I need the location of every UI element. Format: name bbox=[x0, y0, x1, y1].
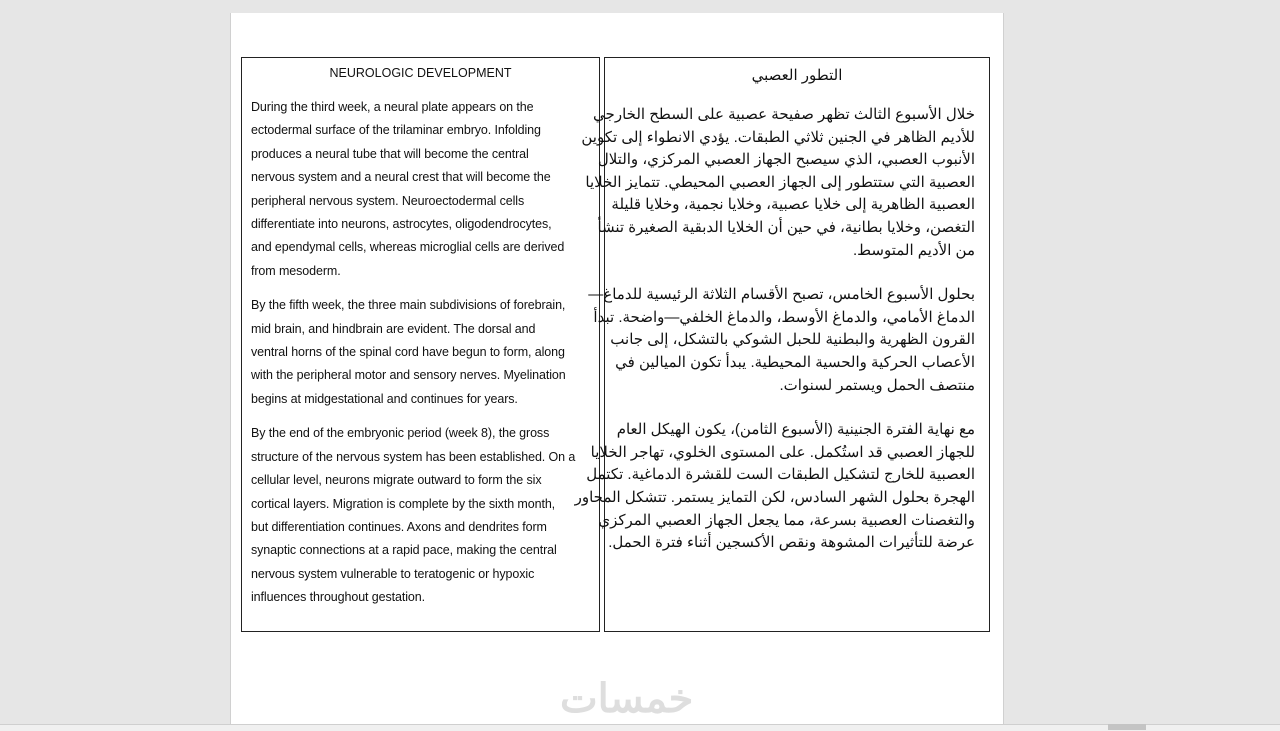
arabic-column bbox=[574, 57, 990, 632]
text-line: begins at midgestational and continues for years. bbox=[251, 391, 518, 406]
text-line: produces a neural tube that will become the central bbox=[251, 146, 529, 161]
text-line: عرضة للتأثيرات المشوهة ونقص الأكسجين أثناء فترة الحمل. bbox=[608, 534, 975, 552]
text-line: structure of the nervous system has been established. On a bbox=[251, 449, 576, 464]
text-line: ectodermal surface of the trilaminar embryo. Infolding bbox=[251, 123, 541, 138]
text-line: peripheral nervous system. Neuroectodermal cells bbox=[251, 193, 525, 208]
document-page bbox=[230, 13, 1004, 724]
text-line: مع نهاية الفترة الجنينية (الأسبوع الثامن)، يكون الهيكل العام bbox=[616, 421, 975, 439]
text-line: ventral horns of the spinal cord have begun to form, along bbox=[251, 345, 565, 360]
text-line: differentiate into neurons, astrocytes, oligodendrocytes, bbox=[251, 217, 552, 232]
scrollbar-thumb[interactable] bbox=[1108, 724, 1146, 730]
text-line: الدماغ الأمامي، والدماغ الأوسط، والدماغ الخلفي—واضحة. تبدأ bbox=[593, 308, 975, 326]
text-line: During the third week, a neural plate appears on the bbox=[251, 100, 534, 114]
text-line: synaptic connections at a rapid pace, making the central bbox=[251, 543, 557, 558]
text-line: nervous system and a neural crest that will become the bbox=[251, 170, 551, 185]
right-paragraph bbox=[574, 419, 975, 555]
text-line: from mesoderm. bbox=[251, 263, 341, 278]
english-title: NEUROLOGIC DEVELOPMENT bbox=[329, 66, 512, 80]
text-line: من الأديم المتوسط. bbox=[852, 241, 975, 259]
text-line: but differentiation continues. Axons and dendrites form bbox=[251, 519, 547, 534]
text-line: التغصن، وخلايا بطانية، في حين أن الخلايا الدبقية الصغيرة تنشأ bbox=[597, 218, 975, 236]
text-line: cellular level, neurons migrate outward to form the six bbox=[251, 473, 542, 488]
text-line: بحلول الأسبوع الخامس، تصبح الأقسام الثلاثة الرئيسية للدماغ— bbox=[588, 286, 975, 304]
text-line: خلال الأسبوع الثالث تظهر صفيحة عصبية على السطح الخارجي bbox=[593, 106, 975, 123]
right-paragraph bbox=[588, 284, 975, 397]
text-line: الأعصاب الحركية والحسية المحيطية. يبدأ تكون الميالين في bbox=[615, 353, 975, 371]
left-paragraph bbox=[251, 294, 599, 411]
text-line: influences throughout gestation. bbox=[251, 590, 426, 605]
text-line: nervous system vulnerable to teratogenic or hypoxic bbox=[251, 566, 535, 581]
text-line: and ependymal cells, whereas microglial cells are derived bbox=[251, 240, 565, 255]
text-line: العصبية التي ستتطور إلى الجهاز العصبي المحيطي. تتمايز الخلايا bbox=[585, 173, 975, 191]
text-line: الهجرة بحلول الشهر السادس، لكن التمايز يستمر. تتشكل المحاور bbox=[574, 488, 975, 506]
left-paragraph bbox=[251, 422, 599, 609]
text-line: القرون الظهرية والبطنية للحبل الشوكي بالتشكل، إلى جانب bbox=[610, 331, 975, 349]
arabic-title: التطور العصبي bbox=[751, 67, 843, 84]
right-paragraph bbox=[581, 104, 975, 262]
text-line: العصبية للخارج لتشكيل الطبقات الست للقشرة الدماغية. تكتمل bbox=[586, 466, 975, 484]
watermark-logo: خمسات bbox=[560, 677, 694, 721]
text-line: للأديم الظاهر في الجنين ثلاثي الطبقات. يؤدي الانطواء إلى تكوين bbox=[581, 128, 975, 146]
english-column bbox=[241, 57, 600, 632]
text-line: العصبية الظاهرية إلى خلايا عصبية، وخلايا نجمية، وخلايا قليلة bbox=[611, 196, 975, 214]
text-line: والتغصنات العصبية بسرعة، مما يجعل الجهاز العصبي المركزي bbox=[598, 511, 975, 529]
text-line: cortical layers. Migration is complete by the sixth month, bbox=[251, 496, 556, 511]
text-line: للجهاز العصبي قد استُكمل. على المستوى الخلوي، تهاجر الخلايا bbox=[590, 443, 975, 461]
text-line: By the end of the embryonic period (week 8), the gross bbox=[251, 426, 550, 441]
text-line: منتصف الحمل ويستمر لسنوات. bbox=[779, 376, 975, 394]
left-paragraph bbox=[251, 96, 599, 283]
text-line: mid brain, and hindbrain are evident. The dorsal and bbox=[251, 321, 536, 336]
text-line: الأنبوب العصبي، الذي سيصبح الجهاز العصبي المركزي، والتلال bbox=[597, 151, 975, 169]
text-line: with the peripheral motor and sensory nerves. Myelination bbox=[251, 368, 566, 383]
text-line: By the fifth week, the three main subdivisions of forebrain, bbox=[251, 298, 566, 313]
